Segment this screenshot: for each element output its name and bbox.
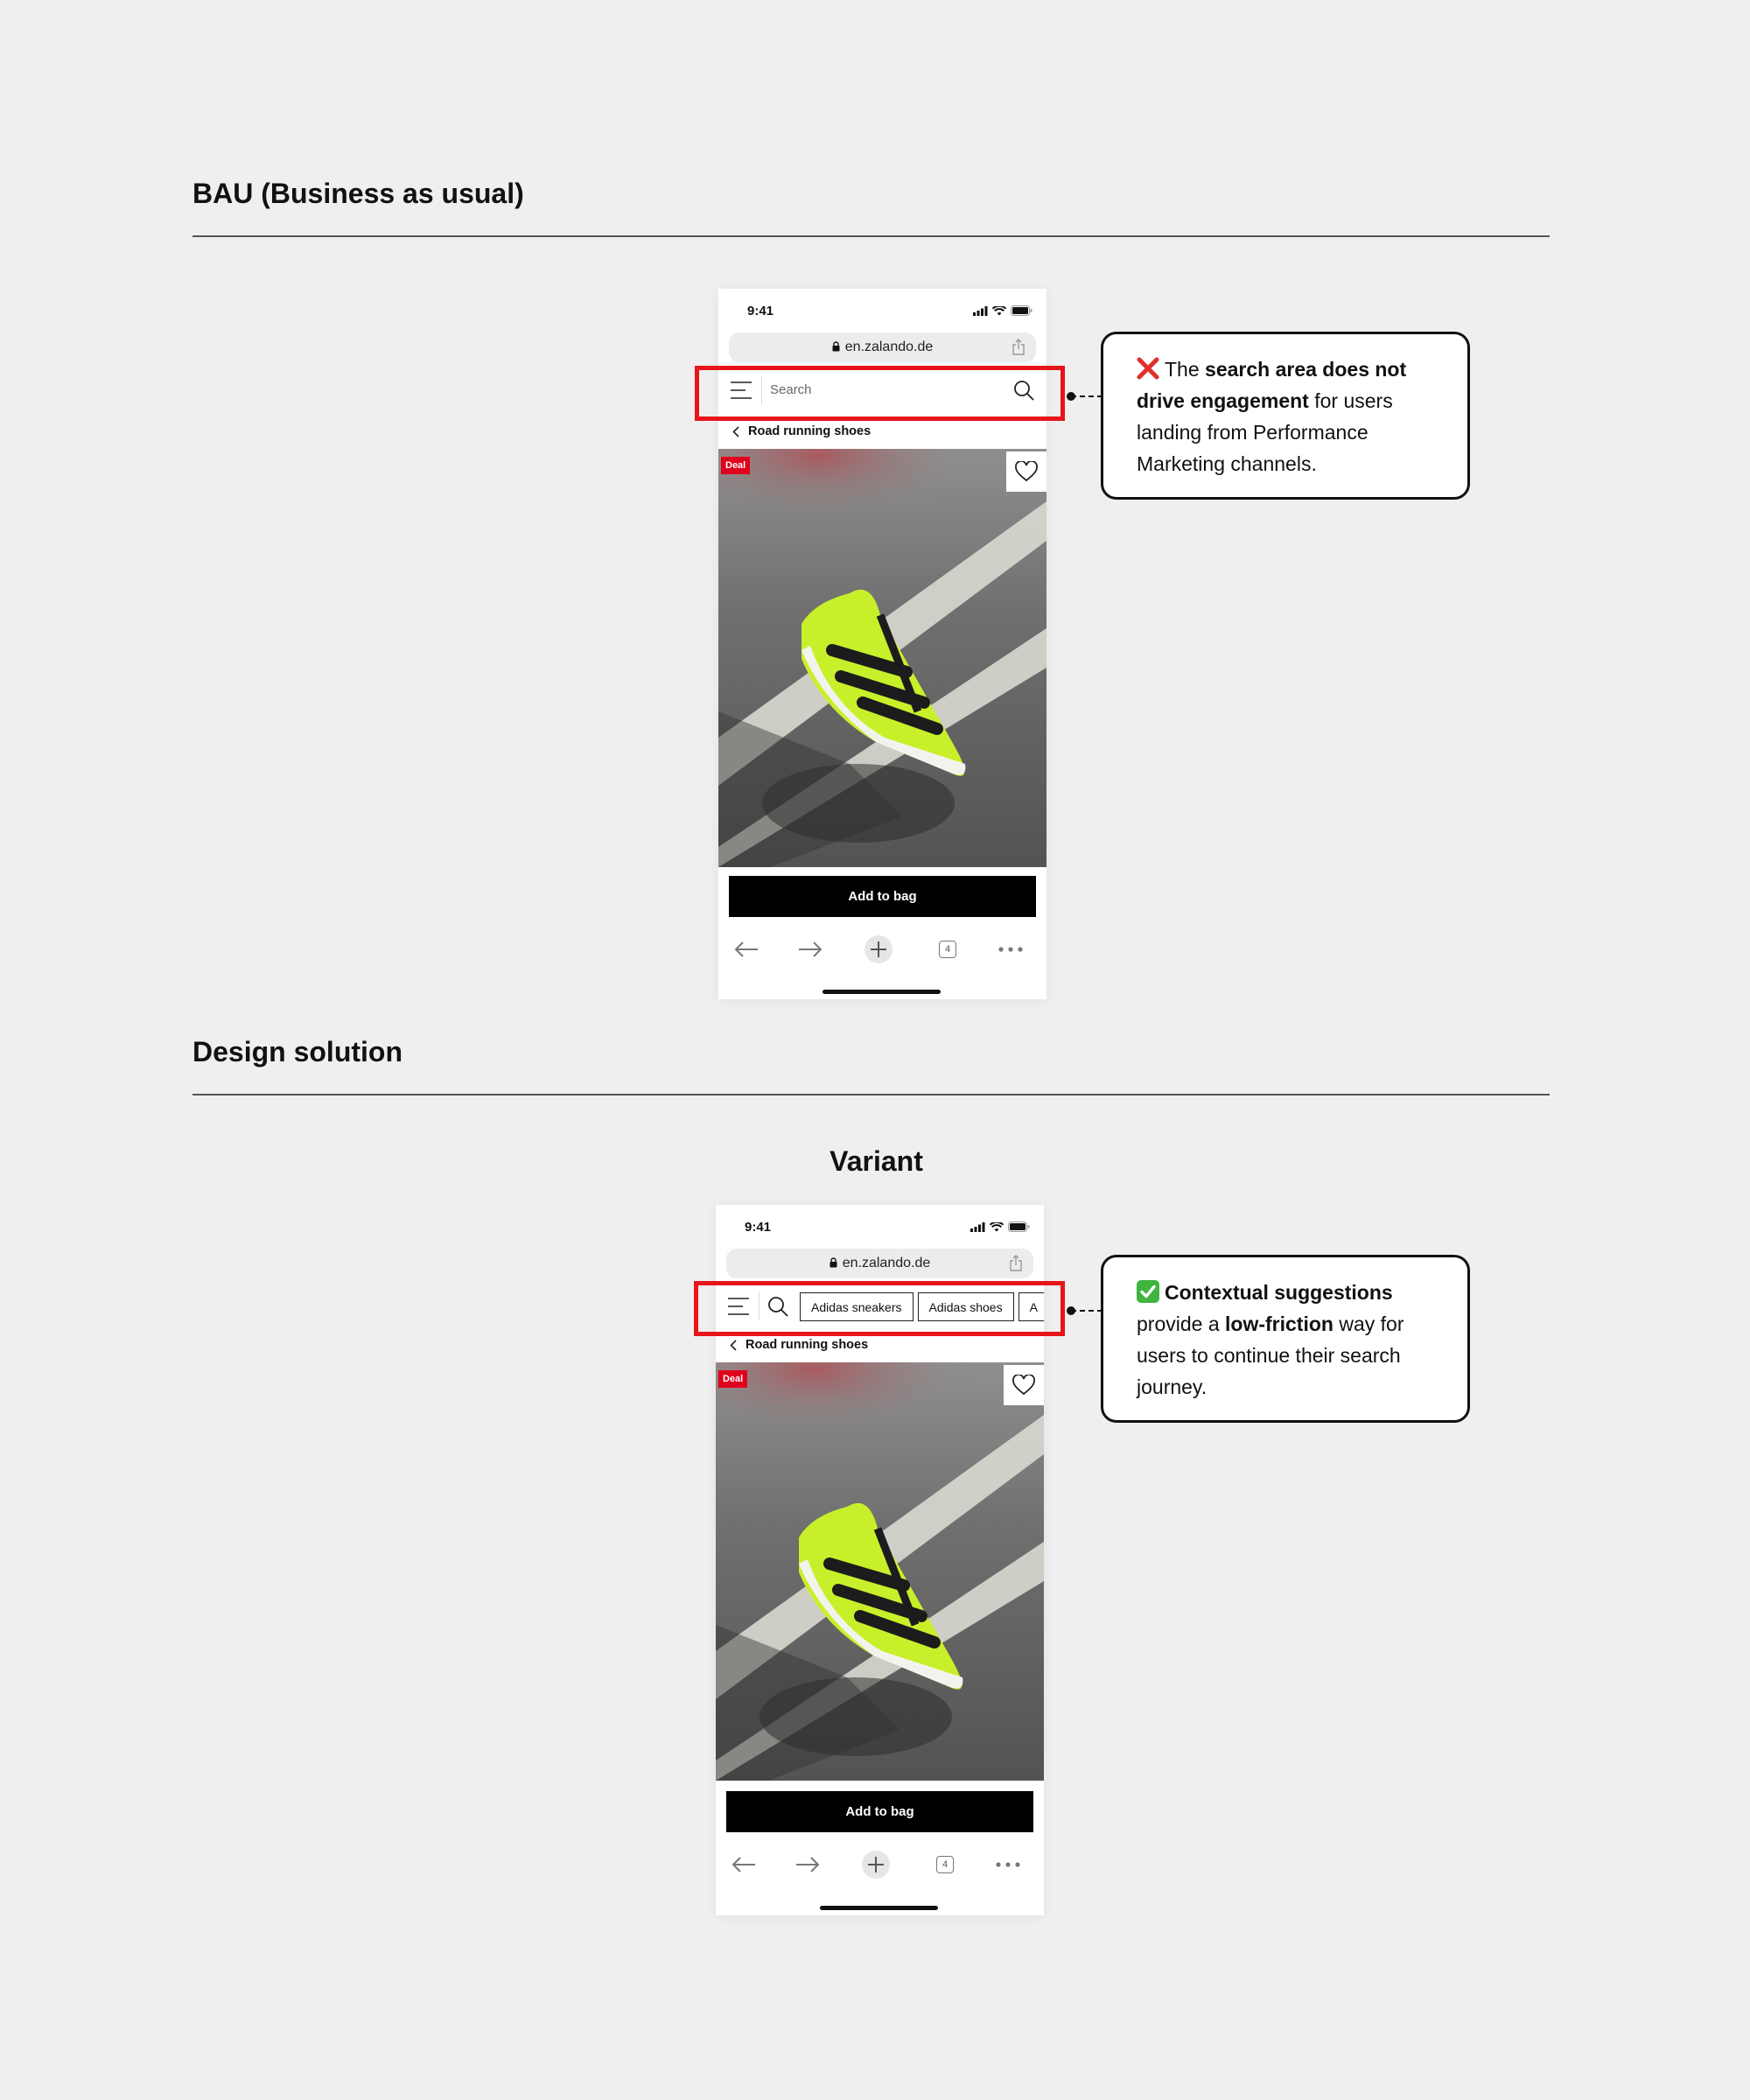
battery-icon bbox=[1011, 305, 1032, 316]
add-to-bag-button[interactable]: Add to bag bbox=[726, 1791, 1033, 1832]
status-icons bbox=[970, 1222, 1030, 1232]
breadcrumb[interactable] bbox=[730, 1334, 868, 1355]
status-time: 9:41 bbox=[745, 1220, 772, 1235]
browser-toolbar bbox=[718, 932, 1046, 974]
variant-label: Variant bbox=[830, 1145, 923, 1177]
signal-icon bbox=[970, 1222, 985, 1232]
search-input[interactable]: Search bbox=[770, 382, 812, 397]
forward-arrow-icon[interactable] bbox=[793, 932, 828, 967]
callout-text: way for users to continue their search journey. bbox=[1137, 1312, 1404, 1398]
callout-text: provide a bbox=[1137, 1312, 1226, 1335]
more-options-icon[interactable] bbox=[990, 1847, 1026, 1882]
product-image[interactable] bbox=[718, 449, 1046, 867]
running-shoe-photo bbox=[716, 1362, 1044, 1781]
more-options-icon[interactable] bbox=[993, 932, 1028, 967]
heart-icon[interactable] bbox=[1006, 452, 1046, 492]
connector-line bbox=[1071, 1310, 1102, 1312]
suggestion-chip[interactable]: Adidas sneakers bbox=[800, 1292, 914, 1321]
tabs-icon[interactable] bbox=[928, 1847, 962, 1882]
callout-emphasis: low-friction bbox=[1225, 1312, 1334, 1335]
cross-mark-icon bbox=[1137, 357, 1159, 380]
breadcrumb-label: Road running shoes bbox=[748, 424, 872, 438]
url-text: en.zalando.de bbox=[842, 1256, 931, 1270]
share-icon[interactable] bbox=[1012, 339, 1026, 356]
bau-section-title: BAU (Business as usual) bbox=[192, 178, 524, 209]
browser-url-bar[interactable] bbox=[726, 1249, 1033, 1278]
signal-icon bbox=[973, 306, 988, 316]
back-arrow-icon[interactable] bbox=[729, 932, 764, 967]
section-divider bbox=[192, 235, 1550, 237]
add-to-bag-button[interactable]: Add to bag bbox=[729, 876, 1036, 917]
callout-emphasis: search area does not drive engagement bbox=[1137, 358, 1407, 412]
new-tab-icon[interactable] bbox=[861, 932, 896, 967]
new-tab-icon[interactable] bbox=[858, 1847, 893, 1882]
status-bar bbox=[718, 289, 1046, 334]
breadcrumb[interactable] bbox=[732, 421, 871, 442]
chevron-left-icon[interactable] bbox=[732, 426, 739, 438]
bau-callout bbox=[1101, 332, 1470, 500]
lock-icon bbox=[832, 341, 840, 352]
url-text: en.zalando.de bbox=[844, 340, 934, 354]
battery-icon bbox=[1008, 1222, 1030, 1232]
home-indicator bbox=[822, 990, 941, 994]
browser-toolbar bbox=[716, 1847, 1044, 1889]
status-icons bbox=[973, 305, 1032, 316]
solution-section-title: Design solution bbox=[192, 1036, 402, 1068]
heart-icon[interactable] bbox=[1004, 1365, 1044, 1405]
share-icon[interactable] bbox=[1009, 1255, 1023, 1272]
tabs-icon[interactable] bbox=[930, 932, 965, 967]
callout-emphasis: Contextual suggestions bbox=[1165, 1281, 1393, 1304]
status-bar bbox=[716, 1205, 1044, 1250]
check-mark-icon bbox=[1137, 1280, 1159, 1303]
wifi-icon bbox=[990, 1222, 1004, 1232]
connector-line bbox=[1071, 396, 1102, 397]
callout-text: The bbox=[1165, 358, 1206, 381]
deal-badge: Deal bbox=[721, 457, 750, 474]
product-image[interactable] bbox=[716, 1362, 1044, 1781]
lock-icon bbox=[830, 1257, 837, 1268]
browser-url-bar[interactable] bbox=[729, 332, 1036, 362]
callout-text: for users landing from Performance Marketing channels. bbox=[1137, 389, 1393, 475]
chevron-left-icon[interactable] bbox=[730, 1340, 737, 1351]
running-shoe-photo bbox=[718, 449, 1046, 867]
forward-arrow-icon[interactable] bbox=[790, 1847, 825, 1882]
status-time: 9:41 bbox=[747, 304, 774, 318]
suggestion-chip[interactable]: A bbox=[1018, 1292, 1044, 1321]
wifi-icon bbox=[992, 306, 1006, 316]
tabs-count: 4 bbox=[939, 941, 956, 958]
back-arrow-icon[interactable] bbox=[726, 1847, 761, 1882]
home-indicator bbox=[820, 1906, 938, 1910]
search-highlight-box bbox=[694, 1281, 1065, 1336]
tabs-count: 4 bbox=[936, 1856, 954, 1873]
section-divider bbox=[192, 1094, 1550, 1096]
variant-callout bbox=[1101, 1255, 1470, 1423]
breadcrumb-label: Road running shoes bbox=[746, 1338, 869, 1352]
suggestion-chip[interactable]: Adidas shoes bbox=[918, 1292, 1014, 1321]
deal-badge: Deal bbox=[718, 1370, 747, 1388]
search-highlight-box bbox=[695, 366, 1065, 421]
